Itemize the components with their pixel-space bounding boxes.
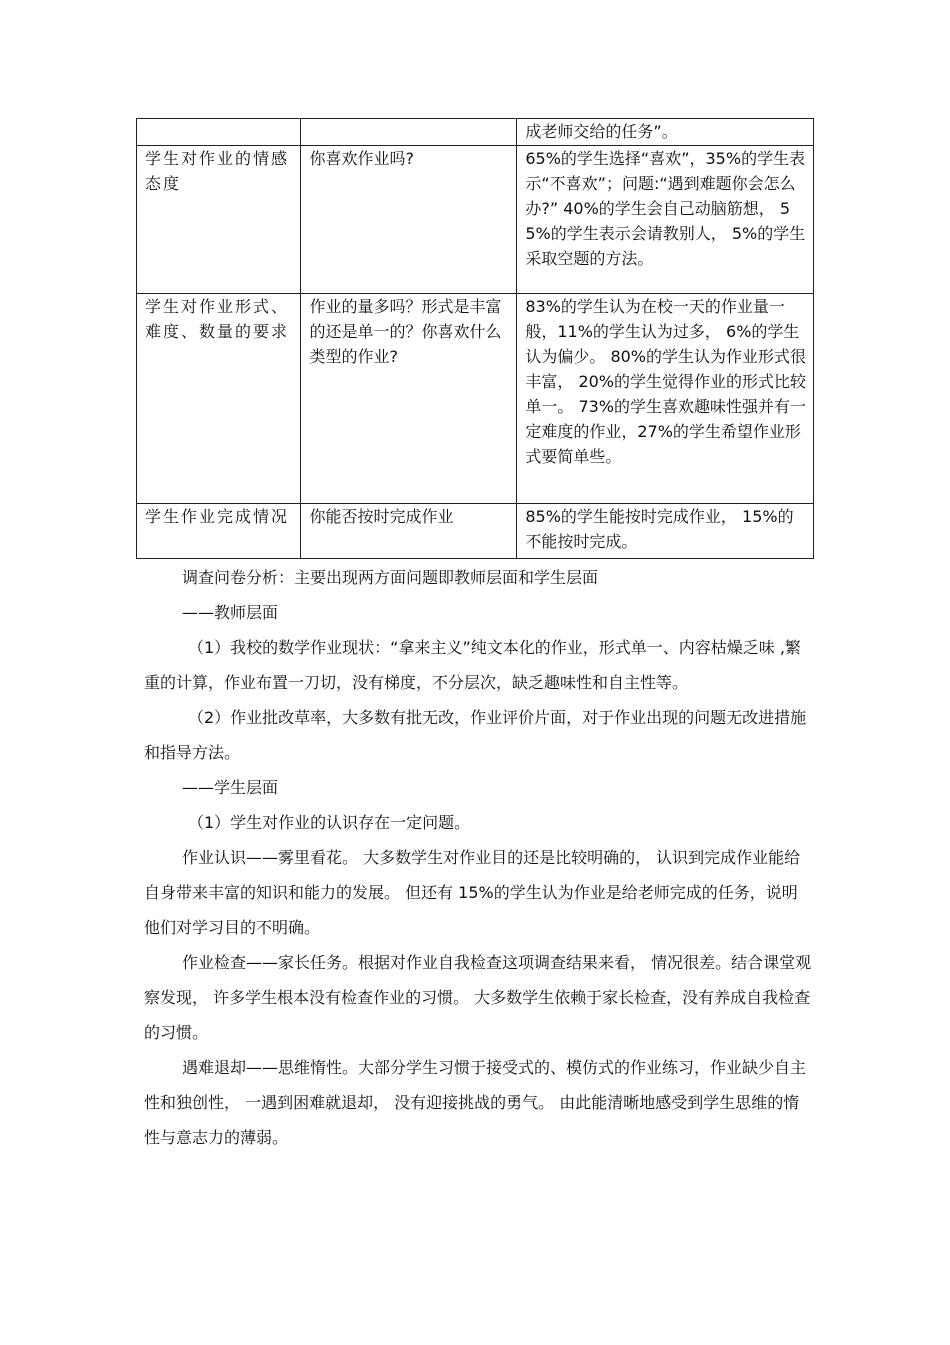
table-cell: 你能否按时完成作业 <box>301 504 517 559</box>
paragraph: 作业检查——家长任务。根据对作业自我检查这项调查结果来看， 情况很差。结合课堂观察发现， 许多学生根本没有检查作业的习惯。 大多数学生依赖于家长检查，没有养成自我检查的习惯。 <box>144 953 812 1042</box>
body-text <box>144 560 812 1155</box>
section-heading: ——学生层面 <box>182 778 279 797</box>
paragraph: （2）作业批改草率，大多数有批无改，作业评价片面，对于作业出现的问题无改进措施和指导方法。 <box>144 708 807 762</box>
table-cell: 成老师交给的任务”。 <box>517 119 814 146</box>
paragraph: （1）学生对作业的认识存在一定问题。 <box>188 813 471 832</box>
paragraph: （1）我校的数学作业现状：“拿来主义”纯文本化的作业，形式单一、内容枯燥乏味 ,繁重的计算，作业布置一刀切，没有梯度，不分层次，缺乏趣味性和自主性等。 <box>144 638 801 692</box>
table-row <box>137 294 814 504</box>
table-cell: 83%的学生认为在校一天的作业量一般，11%的学生认为过多， 6%的学生认为偏少。 80%的学生认为作业形式很丰富， 20%的学生觉得作业的形式比较单一。 73%的学生喜欢趣味性强并有一定难度的作业，27%的学生希望作业形式要简单些。 <box>517 294 814 504</box>
table-row <box>137 119 814 146</box>
table-cell: 学生对作业形式、难度、数量的要求 <box>137 294 301 504</box>
table-cell <box>137 119 301 146</box>
section-heading: ——教师层面 <box>182 603 279 622</box>
table-row <box>137 146 814 294</box>
table-cell: 85%的学生能按时完成作业， 15%的不能按时完成。 <box>517 504 814 559</box>
survey-table <box>136 118 814 559</box>
paragraph: 作业认识——雾里看花。 大多数学生对作业目的还是比较明确的， 认识到完成作业能给自身带来丰富的知识和能力的发展。 但还有 15%的学生认为作业是给老师完成的任务，说明他们对学习目的不明确。 <box>144 848 801 937</box>
table-cell: 你喜欢作业吗? <box>301 146 517 294</box>
table-row <box>137 504 814 559</box>
table-cell: 65%的学生选择“喜欢”，35%的学生表示“不喜欢”；问题:“遇到难题你会怎么办?” 40%的学生会自己动脑筋想， 55%的学生表示会请教别人， 5%的学生采取空题的方法。 <box>517 146 814 294</box>
table-cell: 作业的量多吗？形式是丰富的还是单一的？你喜欢什么类型的作业? <box>301 294 517 504</box>
table-cell: 学生对作业的情感态度 <box>137 146 301 294</box>
table-cell <box>301 119 517 146</box>
paragraph: 遇难退却——思维惰性。大部分学生习惯于接受式的、模仿式的作业练习，作业缺少自主性和独创性， 一遇到困难就退却， 没有迎接挑战的勇气。 由此能清晰地感受到学生思维的惰性与意志力的薄弱。 <box>144 1058 807 1147</box>
table-cell: 学生作业完成情况 <box>137 504 301 559</box>
paragraph: 调查问卷分析：主要出现两方面问题即教师层面和学生层面 <box>182 568 599 587</box>
